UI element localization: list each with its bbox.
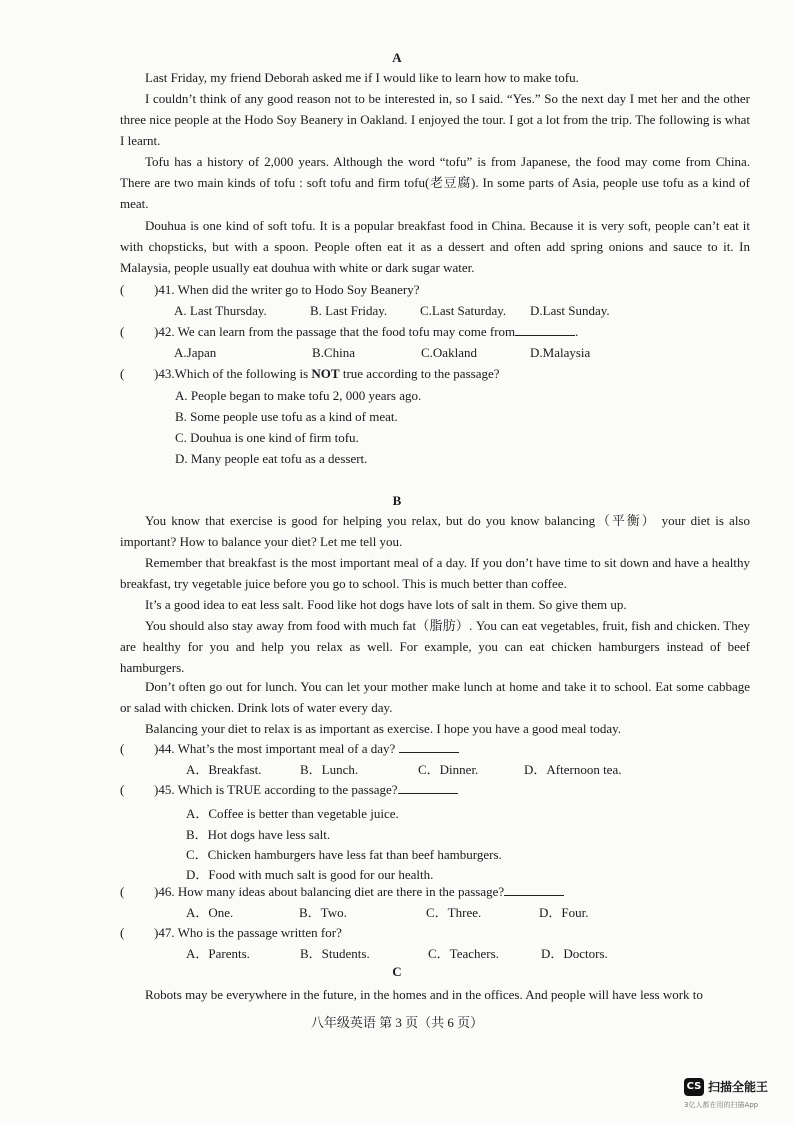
- answer-blank[interactable]: [504, 883, 564, 896]
- passage-a-paragraph: Douhua is one kind of soft tofu. It is a popular breakfast food in China. Because it is very soft, people can’t eat it with chopsticks, but with a spoon. People often eat it as a dessert and often add spring onions and sauce to it. In Malaysia, people usually eat douhua with white or dark sugar water.: [120, 218, 750, 275]
- option[interactable]: A．Breakfast.: [186, 762, 262, 777]
- passage-b-paragraph: Don’t often go out for lunch. You can let your mother make lunch at home and take it to school. Eat some cabbage or salad with chicken. Drink lots of water every day.: [120, 679, 750, 715]
- option[interactable]: B. Some people use tofu as a kind of meat.: [175, 409, 398, 424]
- option[interactable]: C．Teachers.: [428, 946, 499, 961]
- page-footer: 八年级英语 第 3 页（共 6 页）: [310, 1015, 484, 1030]
- option[interactable]: B.China: [312, 345, 355, 360]
- passage-a-paragraph: Last Friday, my friend Deborah asked me if I would like to learn how to make tofu.: [145, 70, 579, 85]
- passage-a-paragraph: Tofu has a history of 2,000 years. Although the word “tofu” is from Japanese, the food may come from China. There are two main kinds of tofu : soft tofu and firm tofu(老豆腐). In some parts of Asia, people use tofu as a kind of meat.: [120, 154, 750, 211]
- option[interactable]: C. Douhua is one kind of firm tofu.: [175, 430, 359, 445]
- option[interactable]: B．Two.: [299, 905, 347, 920]
- scanner-app-name: 扫描全能王: [708, 1080, 769, 1094]
- option[interactable]: C．Chicken hamburgers have less fat than beef hamburgers.: [186, 847, 502, 862]
- option[interactable]: A.Japan: [174, 345, 217, 360]
- option[interactable]: C.Oakland: [421, 345, 477, 360]
- option[interactable]: B. Last Friday.: [310, 303, 388, 318]
- passage-b-paragraph: You should also stay away from food with much fat（脂肪）. You can eat vegetables, fruit, fish and chicken. They are healthy for you and help you relax as well. For example, you can eat chicken hamburgers instead of beef hamburgers.: [120, 618, 750, 675]
- option[interactable]: A．Coffee is better than vegetable juice.: [186, 806, 399, 821]
- section-b-heading: B: [392, 493, 402, 508]
- question-43: ( )43.Which of the following is NOT true according to the passage?: [120, 366, 500, 381]
- option[interactable]: D.Malaysia: [530, 345, 591, 360]
- section-c-heading: C: [392, 964, 402, 979]
- option[interactable]: C．Three.: [426, 905, 482, 920]
- question-46: ( )46. How many ideas about balancing diet are there in the passage?: [120, 882, 750, 902]
- question-47: ( )47. Who is the passage written for?: [120, 925, 342, 940]
- passage-b-paragraph: Remember that breakfast is the most important meal of a day. If you don’t have time to sit down and have a healthy breakfast, try vegetable juice before you go to school. This is much better than coffee.: [120, 555, 750, 591]
- option[interactable]: A. People began to make tofu 2, 000 years ago.: [175, 388, 422, 403]
- answer-blank[interactable]: [399, 740, 459, 753]
- question-45: ( )45. Which is TRUE according to the passage?: [120, 780, 750, 800]
- option[interactable]: C.Last Saturday.: [420, 303, 507, 318]
- camscanner-logo-icon: CS: [684, 1078, 704, 1096]
- passage-b-paragraph: Balancing your diet to relax is as important as exercise. I hope you have a good meal today.: [145, 721, 622, 736]
- passage-a-paragraph: I couldn’t think of any good reason not to be interested in, so I said. “Yes.” So the next day I met her and the other three nice people at the Hodo Soy Beanery in Oakland. I enjoyed the tour. I got a lot from the trip. The following is what I learnt.: [120, 91, 750, 148]
- scanner-tagline: 3亿人都在用的扫描App: [684, 1101, 759, 1109]
- option[interactable]: B．Students.: [300, 946, 370, 961]
- option[interactable]: D．Four.: [539, 905, 589, 920]
- question-44: ( )44. What’s the most important meal of a day?: [120, 739, 750, 759]
- question-41: ( )41. When did the writer go to Hodo Soy Beanery?: [120, 282, 420, 297]
- passage-c-paragraph: Robots may be everywhere in the future, in the homes and in the offices. And people will have less work to: [145, 987, 703, 1002]
- option[interactable]: A．One.: [186, 905, 234, 920]
- answer-blank[interactable]: [515, 323, 575, 336]
- option[interactable]: C．Dinner.: [418, 762, 479, 777]
- section-a-heading: A: [392, 50, 402, 65]
- passage-b-paragraph: It’s a good idea to eat less salt. Food like hot dogs have lots of salt in them. So give them up.: [145, 597, 627, 612]
- option[interactable]: B．Hot dogs have less salt.: [186, 827, 331, 842]
- option[interactable]: D．Afternoon tea.: [524, 762, 622, 777]
- option[interactable]: A. Last Thursday.: [174, 303, 267, 318]
- question-42: ( )42. We can learn from the passage that the food tofu may come from .: [120, 324, 579, 339]
- option[interactable]: D．Food with much salt is good for our health.: [186, 867, 434, 882]
- passage-b-paragraph: You know that exercise is good for helping you relax, but do you know balancing（平衡） your diet is also important? How to balance your diet? Let me tell you.: [120, 513, 750, 549]
- answer-blank[interactable]: [398, 781, 458, 794]
- option[interactable]: D. Many people eat tofu as a dessert.: [175, 451, 368, 466]
- option[interactable]: A．Parents.: [186, 946, 250, 961]
- option[interactable]: D．Doctors.: [541, 946, 608, 961]
- option[interactable]: B．Lunch.: [300, 762, 359, 777]
- option[interactable]: D.Last Sunday.: [530, 303, 610, 318]
